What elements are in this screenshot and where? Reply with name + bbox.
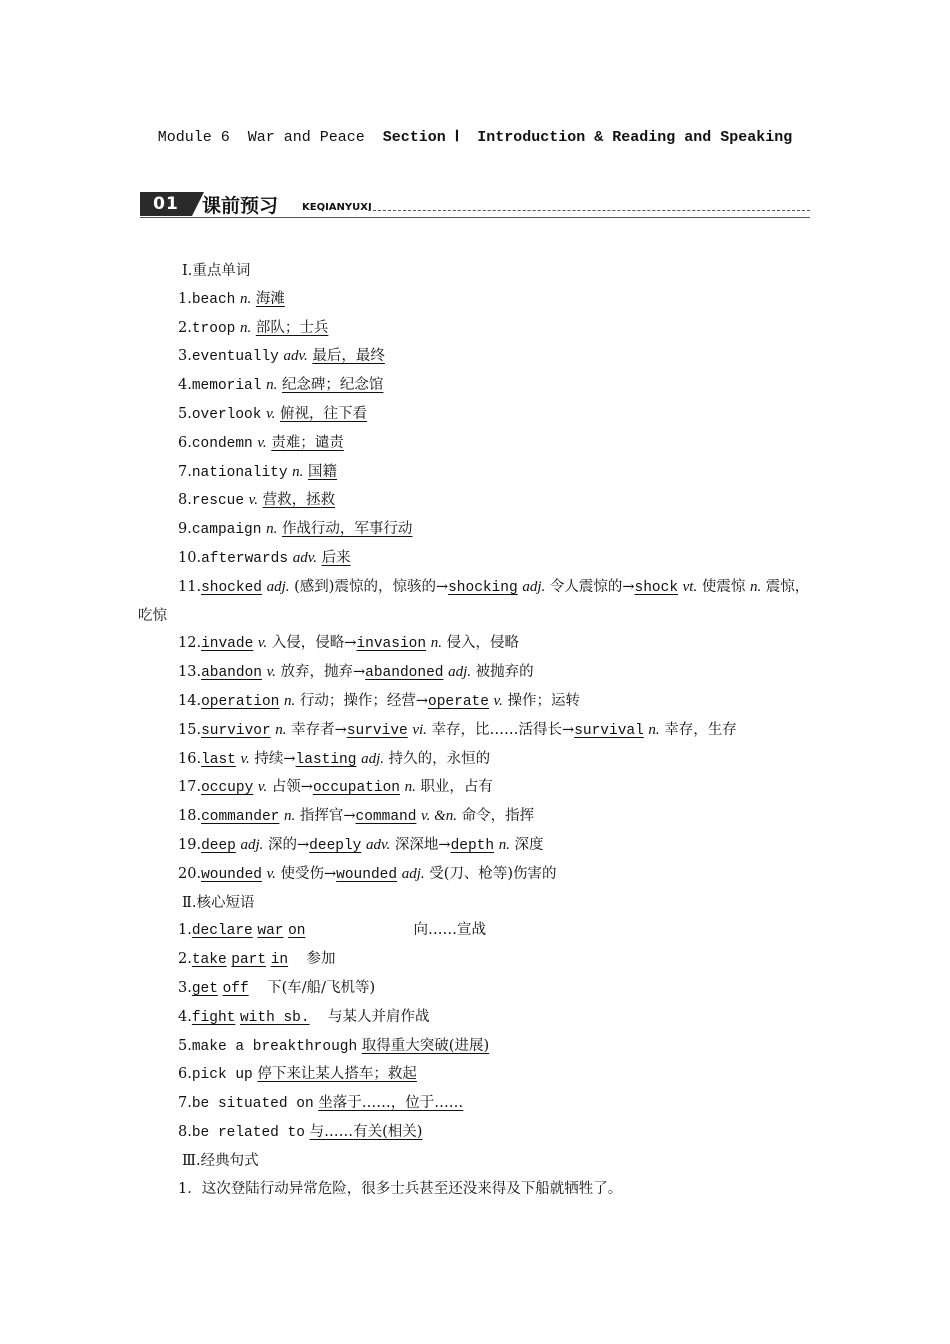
answer: 最后，最终 [312, 348, 385, 365]
vocab-item: 10.afterwards adv. 后来 [178, 549, 351, 567]
vocab-item: 14.operation n. 行动；操作；经营→operate v. 操作；运转 [178, 692, 580, 710]
vocab-item: 3.eventually adv. 最后，最终 [178, 348, 385, 366]
phrase-item: 8.be related to 与……有关(相关) [178, 1123, 423, 1141]
vocab-item: 8.rescue v. 营救，拯救 [178, 492, 336, 510]
answer: 取得重大突破(进展) [361, 1037, 490, 1054]
vocab-item: 9.campaign n. 作战行动，军事行动 [178, 521, 413, 539]
section-label: Section Ⅰ [382, 129, 460, 146]
vocab-item: 4.memorial n. 纪念碑；纪念馆 [178, 377, 384, 395]
module-title: Module 6 War and Peace [157, 129, 365, 146]
phrase-item: 6.pick up 停下来让某人搭车；救起 [178, 1066, 417, 1084]
vocab-item: 13.abandon v. 放弃，抛弃→abandoned adj. 被抛弃的 [178, 664, 534, 682]
phrase-item: 4.fight with sb. 与某人并肩作战 [178, 1008, 430, 1026]
answer: 责难；谴责 [271, 434, 344, 451]
phrases-heading: Ⅱ.核心短语 [182, 894, 255, 911]
vocab-item: 19.deep adj. 深的→deeply adv. 深深地→depth n. 深度 [178, 836, 544, 854]
vocab-item: 7.nationality n. 国籍 [178, 463, 338, 481]
document-title [0, 127, 950, 146]
vocab-item: 5.overlook v. 俯视，往下看 [178, 405, 367, 423]
answer: 后来 [321, 549, 351, 566]
section-banner [140, 190, 810, 220]
phrase-item: 1.declare war on 向……宣战 [178, 922, 486, 940]
section-subtitle: Introduction & Reading and Speaking [477, 129, 793, 146]
vocab-heading: Ⅰ.重点单词 [182, 263, 251, 279]
answer: 海滩 [255, 290, 285, 307]
banner-dashed-rule [368, 210, 810, 211]
vocab-item: 2.troop n. 部队；士兵 [178, 319, 329, 337]
vocab-item: 11.shocked adj. (感到)震惊的，惊骇的→shocking adj. 令人震惊的→shock vt. 使震惊 n. 震惊，吃惊 [138, 578, 810, 624]
vocab-item: 18.commander n. 指挥官→command v. &n. 命令，指挥 [178, 808, 535, 826]
phrase-item: 3.get off 下(车/船/飞机等) [178, 979, 376, 997]
banner-title: 课前预习 [202, 195, 279, 217]
phrase-item: 2.take part in 参加 [178, 951, 336, 969]
answer: 部队；士兵 [255, 319, 329, 336]
answer: 国籍 [308, 463, 338, 480]
answer: 坐落于……，位于…… [318, 1095, 464, 1112]
worksheet-content [138, 258, 810, 1203]
phrase-item: 5.make a breakthrough 取得重大突破(进展) [178, 1037, 490, 1055]
vocab-item: 17.occupy v. 占领→occupation n. 职业，占有 [178, 779, 493, 797]
answer: 与……有关(相关) [309, 1123, 423, 1140]
sentences-heading: Ⅲ.经典句式 [182, 1152, 259, 1169]
answer: 停下来让某人搭车；救起 [257, 1066, 417, 1083]
answer: 作战行动，军事行动 [281, 521, 413, 538]
vocab-item: 16.last v. 持续→lasting adj. 持久的，永恒的 [178, 750, 491, 768]
vocab-item: 6.condemn v. 责难；谴责 [178, 434, 344, 452]
vocab-item: 20.wounded v. 使受伤→wounded adj. 受(刀、枪等)伤害的 [178, 865, 557, 883]
sentence-item: 1．这次登陆行动异常危险，很多士兵甚至还没来得及下船就牺牲了。 [178, 1180, 623, 1197]
answer: 纪念碑；纪念馆 [281, 377, 384, 394]
banner-underline [140, 217, 810, 218]
banner-pinyin: KEQIANYUXI [302, 202, 372, 213]
vocab-item: 1.beach n. 海滩 [178, 290, 285, 308]
banner-number: 01 [140, 192, 192, 216]
answer: 俯视，往下看 [279, 405, 367, 422]
vocab-item: 15.survivor n. 幸存者→survive vi. 幸存，比……活得长→survival n. 幸存，生存 [178, 721, 737, 739]
answer: 营救，拯救 [262, 492, 336, 509]
vocab-item: 12.invade v. 入侵，侵略→invasion n. 侵入，侵略 [178, 635, 520, 653]
phrase-item: 7.be situated on 坐落于……，位于…… [178, 1095, 464, 1113]
